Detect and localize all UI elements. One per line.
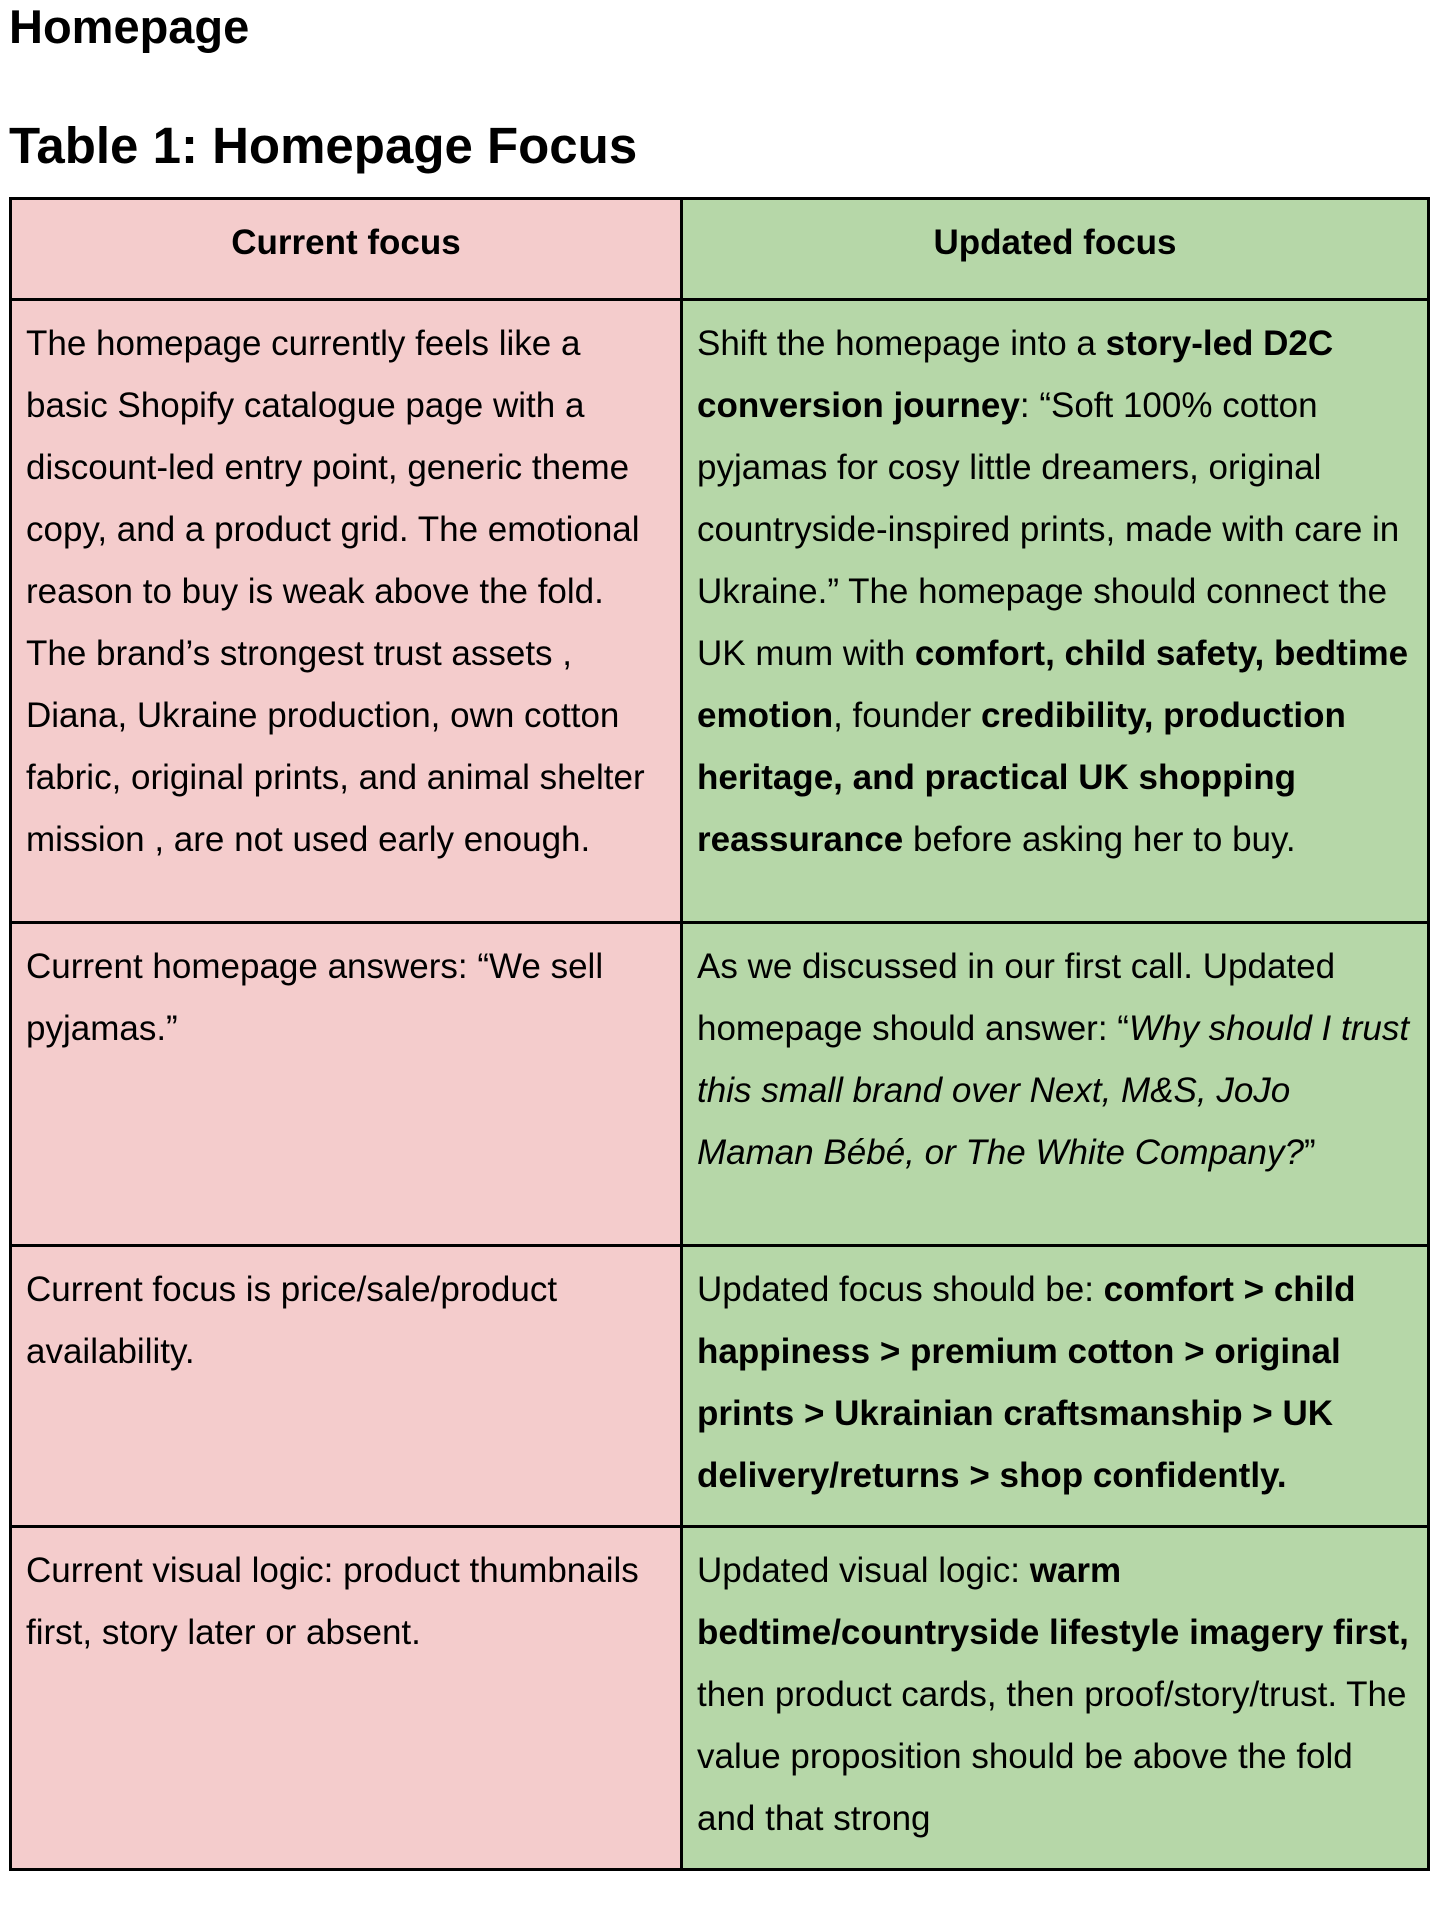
cell-text [697,936,1413,1184]
updated-focus-cell [682,300,1429,923]
cell-text [26,313,666,871]
cell-text [697,1259,1413,1507]
header-updated-focus: Updated focus [682,199,1429,300]
updated-focus-cell [682,1246,1429,1527]
text-run: , founder [833,696,981,735]
cell-text [26,1540,666,1664]
text-run: Shift the homepage into a [697,324,1106,363]
text-run: ” [1303,1133,1316,1172]
cell-text [26,1259,666,1383]
italic-text: Why should I trust this small brand over Next, M&S, JoJo Maman Bébé, or The White Company? [697,1009,1410,1172]
bold-text: warm bedtime/countryside lifestyle imagery first, [697,1551,1409,1652]
cell-text [697,1540,1413,1850]
page-heading: Homepage [9,0,250,53]
text-run: Current visual logic: product thumbnails first, story later or absent. [26,1551,639,1652]
table-row [11,923,1429,1246]
text-run: The homepage currently feels like a basic Shopify catalogue page with a discount-led entry point, generic theme copy, and a product grid. The emotional reason to buy is weak above the fold. The brand’s strongest trust assets , Diana, Ukraine production, own cotton fabric, original prints, and animal shelter mission , are not used early enough. [26,324,645,859]
text-run: : “Soft 100% cotton pyjamas for cosy little dreamers, original countryside-inspired prints, made with care in Ukraine.” The homepage should connect the UK mum with [697,386,1400,673]
homepage-focus-table [9,197,1430,1871]
table-row [11,1527,1429,1870]
current-focus-cell [11,300,682,923]
updated-focus-cell [682,923,1429,1246]
bold-text: comfort > child happiness > premium cotton > original prints > Ukrainian craftsmanship > UK delivery/returns > shop confidently. [697,1270,1356,1495]
text-run: Updated visual logic: [697,1551,1030,1590]
table-row [11,1246,1429,1527]
text-run: before asking her to buy. [903,820,1296,859]
cell-text [26,936,666,1060]
text-run: then product cards, then proof/story/trust. The value proposition should be above the fold and that strong [697,1675,1407,1838]
text-run: Updated focus should be: [697,1270,1104,1309]
text-run: Current focus is price/sale/product availability. [26,1270,558,1371]
cell-text [697,313,1413,871]
current-focus-cell [11,1527,682,1870]
table-title: Table 1: Homepage Focus [9,117,638,174]
text-run: Current homepage answers: “We sell pyjamas.” [26,947,604,1048]
current-focus-cell [11,923,682,1246]
bold-text: story-led D2C conversion journey [697,324,1334,425]
text-run: As we discussed in our first call. Updated homepage should answer: “ [697,947,1336,1048]
table-row [11,300,1429,923]
table-header-row [11,199,1429,300]
bold-text: comfort, child safety, bedtime emotion [697,634,1409,735]
bold-text: credibility, production heritage, and practical UK shopping reassurance [697,696,1346,859]
updated-focus-cell [682,1527,1429,1870]
header-current-focus: Current focus [11,199,682,300]
current-focus-cell [11,1246,682,1527]
